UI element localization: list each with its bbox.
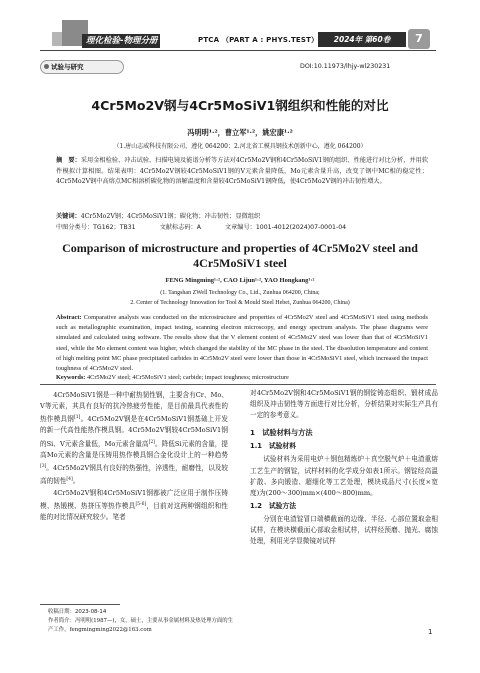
body-text: 。 bbox=[72, 477, 80, 486]
body-text: 。4Cr5Mo2V钢具有良好的热强性，淬透性，耐磨性，以及较高的韧性 bbox=[40, 464, 228, 486]
body-paragraph: 试验材料为采用电炉＋钢包精炼炉＋真空脱气炉＋电渣重熔工艺生产的钢锭，试样材料的化学成分如表1所示。钢锭经高温扩散、多向锻造、超细化等工艺处理，模块成品尺寸(长度×宽度)为(200～300)mm×(400～800)mm。 bbox=[250, 455, 438, 497]
body-column-right bbox=[250, 388, 438, 547]
body-text: 4Cr5Mo2V钢和4Cr5MoSiV1钢都被广泛应用于制作压铸模、热锻模、热挤压等热作模具 bbox=[40, 488, 228, 510]
doi: DOI:10.11973/lhjy-wl230231 bbox=[300, 63, 391, 70]
article-number: 文章编号：1001-4012(2024)07-0001-04 bbox=[224, 224, 347, 231]
paper-title-en: Comparison of microstructure and properties of 4Cr5Mo2V steel and 4Cr5MoSiV1 steel bbox=[62, 241, 418, 270]
received-date: 收稿日期：2023-08-14 bbox=[48, 609, 107, 615]
body-text: 。降低Si元素的含量，提高Mo元素的含量是压铸用热作模具钢合金化设计上的一种趋势 bbox=[40, 439, 228, 459]
section-label: 试验与研究 bbox=[51, 63, 84, 71]
document-code: 文献标志码：A bbox=[159, 224, 201, 231]
affiliation-en-1: (1. Tangshan ZWell Technology Co., Ltd., Zunhua 064200, China; bbox=[160, 290, 320, 296]
abstract-cn bbox=[56, 156, 428, 188]
subsection-heading: 1.1 试验材料 bbox=[250, 442, 297, 451]
bullet-icon bbox=[44, 64, 49, 69]
subsection-heading: 1.2 试验方法 bbox=[250, 501, 297, 510]
abstract-text-en: Comparative analysis was conducted on the microstructure and properties of 4Cr5Mo2V steel and 4Cr5MoSiV1 steel using methods such as metallographic examination, impact testing, scanning electron microscopy, and energy spectrum analysis. The phase diagrams were simulated and calculated using software. The results show that the V element content of 4Cr5Mo2V steel was lower than that of 4Cr5MoSiV1 steel, while the Mo element content was higher, which changed the stability of the MC phase in the steel. The dissolution temperature and content of high melting point MC phase precipitated carbides in 4Cr5Mo2V steel were lower than those in 4Cr5MoSiV1 steel, which increased the impact toughness of 4Cr5Mo2V steel. bbox=[56, 314, 428, 373]
citation: [2] bbox=[148, 439, 155, 445]
body-text: 。4Cr5Mo2V钢是在4Cr5MoSiV1钢基础上开发的新一代高性能热作模具钢。4Cr5Mo2V钢较4Cr5MoSiV1钢的Si、V元素含量低，Mo元素含量高 bbox=[40, 415, 228, 448]
page-number: 1 bbox=[428, 628, 433, 636]
running-title: PTCA （PART A : PHYS.TEST） bbox=[198, 36, 319, 44]
abstract-en bbox=[56, 313, 428, 374]
citation: [5-6] bbox=[135, 501, 147, 507]
citation: [1] bbox=[74, 415, 81, 421]
keywords-label-en: Keywords: bbox=[56, 374, 86, 381]
journal-name: 理化检验-物理分册 bbox=[82, 34, 160, 48]
authors-en: FENG Mingming¹·², CAO Lijun¹·², YAO Hongkang¹·² bbox=[165, 277, 315, 284]
header-divider bbox=[40, 50, 436, 51]
citation: [3] bbox=[40, 463, 47, 469]
section-heading: 1 试验材料与方法 bbox=[250, 428, 313, 438]
body-paragraph: 分别在电渣锭冒口端横截面的边缘、半径、心部位置取金相试样，在模块横截面心部取金相试样，试样经预磨、抛光、腐蚀处理，利用光学显微镜对试样 bbox=[250, 514, 438, 546]
classification-line bbox=[56, 223, 428, 233]
body-column-left bbox=[40, 390, 228, 523]
footnote bbox=[48, 608, 238, 635]
issue-number-badge: 7 bbox=[408, 29, 430, 49]
keywords-en bbox=[56, 373, 428, 383]
author-bio: 作者简介：冯明明(1987—)，女，硕士，主要从事金属材料及热处理方面的生产工作，fengmingming2022@163.com bbox=[48, 618, 234, 633]
issue-label: 2024年 第60卷 bbox=[318, 32, 406, 47]
abstract-text-cn: 采用金相检验、冲击试验、扫描电镜及能谱分析等方法对4Cr5Mo2V钢和4Cr5MoSiV1钢的组织、性能进行对比分析，并用软件模拟计算相图。结果表明：4Cr5Mo2V钢较4Cr5MoSiV1钢的V元素含量降低，Mo元素含量升高，改变了钢中MC相的稳定性；4Cr5Mo2V钢中高熔点MC相溶析碳化物的溶解温度和含量较4Cr5MoSiV1钢降低，使4Cr5Mo2V钢的冲击韧性增大。 bbox=[56, 157, 429, 186]
body-paragraph: 对4Cr5Mo2V钢和4Cr5MoSiV1钢的钢锭铸态组织、锻材成品组织及冲击韧性等方面进行对比分析，分析结果对实际生产具有一定的参考意义。 bbox=[250, 389, 438, 420]
keywords-label-cn: 关键词： bbox=[56, 213, 81, 220]
keywords-text-cn: 4Cr5Mo2V钢；4Cr5MoSiV1钢；碳化物；冲击韧性；显微组织 bbox=[80, 213, 261, 220]
body-text: ，目前对这两种钢组织和性能的对比情况研究较少。笔者 bbox=[40, 501, 229, 521]
abstract-label-en: Abstract: bbox=[56, 314, 82, 321]
keywords-cn bbox=[56, 212, 428, 222]
affiliation-en-2: 2. Center of Technology Innovation for Tool & Mould Steel Hebei, Zunhua 064200, China) bbox=[130, 300, 350, 306]
paper-title-cn: 4Cr5Mo2V钢与4Cr5MoSiV1钢组织和性能的对比 bbox=[91, 98, 389, 113]
affiliation-en bbox=[40, 288, 440, 308]
citation: [4] bbox=[66, 477, 73, 483]
footnote-divider bbox=[40, 604, 120, 605]
body-paragraph bbox=[40, 488, 228, 523]
page-header bbox=[0, 0, 480, 62]
authors-cn: 冯明明¹·²，曹立军¹·²，姚宏康¹·² bbox=[187, 128, 293, 137]
clc-number: 中图分类号：TG162；TB31 bbox=[56, 224, 136, 231]
body-text: 4Cr5MoSiV1钢是一种中耐热韧性钢，主要含有Cr、Mo、V等元素，其具有良好的抗冷热疲劳性能，是目前最具代表性的热作模具钢 bbox=[40, 391, 228, 424]
affiliation-cn: （1.唐山志威科技有限公司，遵化 064200；2.河北省工模具钢技术创新中心，遵化 064200） bbox=[113, 143, 367, 150]
keywords-text-en: 4Cr5Mo2V steel; 4Cr5MoSiV1 steel; carbide; impact toughness; microstructure bbox=[86, 374, 289, 381]
abstract-label-cn: 摘 要： bbox=[56, 157, 81, 164]
abstract-divider bbox=[40, 384, 436, 385]
body-paragraph bbox=[40, 390, 228, 488]
section-tag bbox=[40, 60, 124, 74]
